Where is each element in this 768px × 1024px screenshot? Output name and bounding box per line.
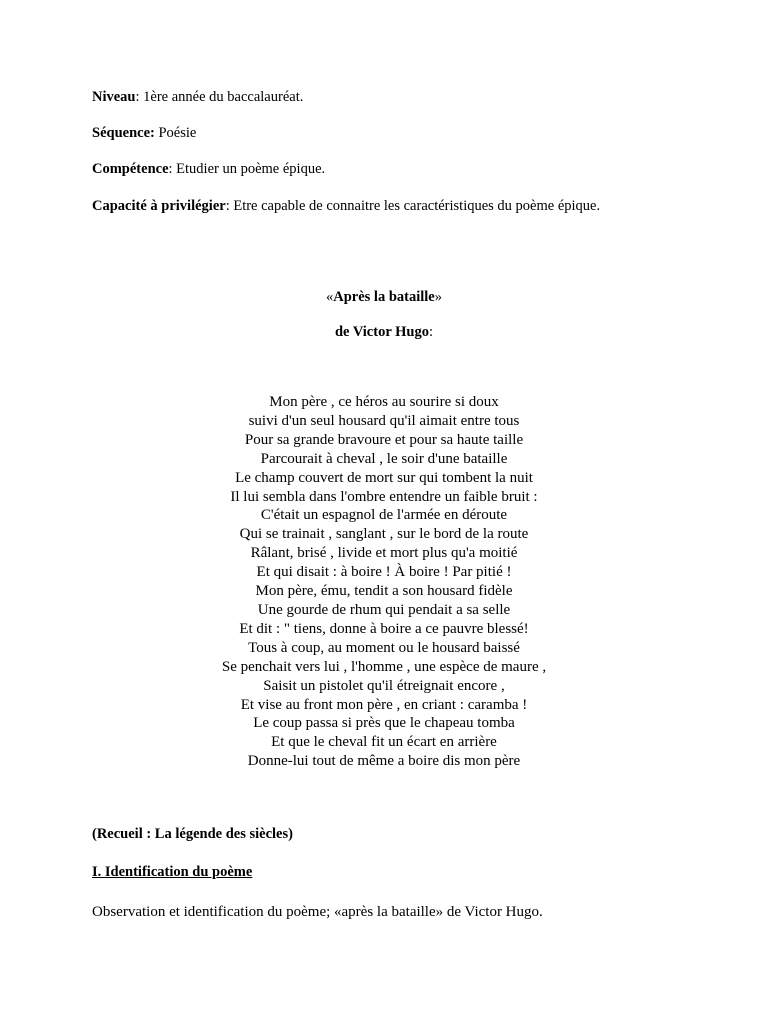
- author-name: de Victor Hugo: [334, 324, 429, 340]
- poem-line: C'était un espagnol de l'armée en déroute: [260, 507, 508, 524]
- poem-body: [0, 393, 768, 771]
- competence-line: [92, 160, 676, 178]
- title-text: Après la bataille: [333, 289, 435, 305]
- poem-author: [0, 323, 768, 341]
- poem-line: Et vise au front mon père , en criant : caramba !: [240, 696, 528, 713]
- competence-value: : Etudier un poème épique.: [168, 161, 326, 177]
- capacite-line: [92, 197, 676, 215]
- title-open-quote: «: [326, 289, 334, 305]
- sequence-value: Poésie: [154, 125, 197, 141]
- poem-line: Râlant, brisé , livide et mort plus qu'a moitié: [250, 545, 518, 562]
- niveau-value: : 1ère année du baccalauréat.: [135, 89, 304, 105]
- section-body: [92, 903, 676, 921]
- poem-line: Pour sa grande bravoure et pour sa haute taille: [244, 431, 524, 448]
- section-body-text: Observation et identification du poème; «après la bataille» de Victor Hugo.: [92, 904, 543, 920]
- poem-line: Et dit : " tiens, donne à boire a ce pauvre blessé!: [239, 620, 529, 637]
- poem-line: Le coup passa si près que le chapeau tomba: [253, 715, 515, 732]
- poem-line: Mon père, ému, tendit a son housard fidèle: [255, 583, 513, 600]
- poem-line: Et qui disait : à boire ! À boire ! Par pitié !: [256, 564, 512, 581]
- poem-line: Une gourde de rhum qui pendait a sa selle: [257, 601, 511, 618]
- section-heading-text: I. Identification du poème: [92, 864, 253, 880]
- poem-line: Parcourait à cheval , le soir d'une bataille: [260, 450, 508, 467]
- sequence-line: [92, 124, 676, 142]
- niveau-label: Niveau: [92, 89, 136, 105]
- poem-line: Donne-lui tout de même a boire dis mon père: [247, 753, 521, 770]
- recueil-text: (Recueil : La légende des siècles): [92, 826, 293, 842]
- sequence-label: Séquence:: [92, 125, 155, 141]
- poem-line: Qui se trainait , sanglant , sur le bord de la route: [239, 526, 529, 543]
- poem-line: Il lui sembla dans l'ombre entendre un faible bruit :: [230, 488, 538, 505]
- competence-label: Compétence: [92, 161, 169, 177]
- niveau-line: [92, 88, 676, 106]
- poem-line: Le champ couvert de mort sur qui tombent la nuit: [235, 469, 533, 486]
- title-close-quote: »: [434, 289, 442, 305]
- capacite-value: : Etre capable de connaitre les caractéristiques du poème épique.: [225, 198, 601, 214]
- poem-line: suivi d'un seul housard qu'il aimait entre tous: [248, 412, 520, 429]
- poem-line: Saisit un pistolet qu'il étreignait encore ,: [263, 677, 505, 694]
- poem-line: Se penchait vers lui , l'homme , une espèce de maure ,: [221, 658, 547, 675]
- poem-title: [0, 288, 768, 306]
- poem-line: Et que le cheval fit un écart en arrière: [271, 734, 497, 751]
- author-suffix: :: [428, 324, 433, 340]
- section-heading: [92, 863, 676, 881]
- recueil-line: [92, 825, 676, 843]
- capacite-label: Capacité à privilégier: [92, 198, 226, 214]
- poem-line: Mon père , ce héros au sourire si doux: [269, 394, 499, 410]
- poem-line: Tous à coup, au moment ou le housard baissé: [248, 639, 520, 656]
